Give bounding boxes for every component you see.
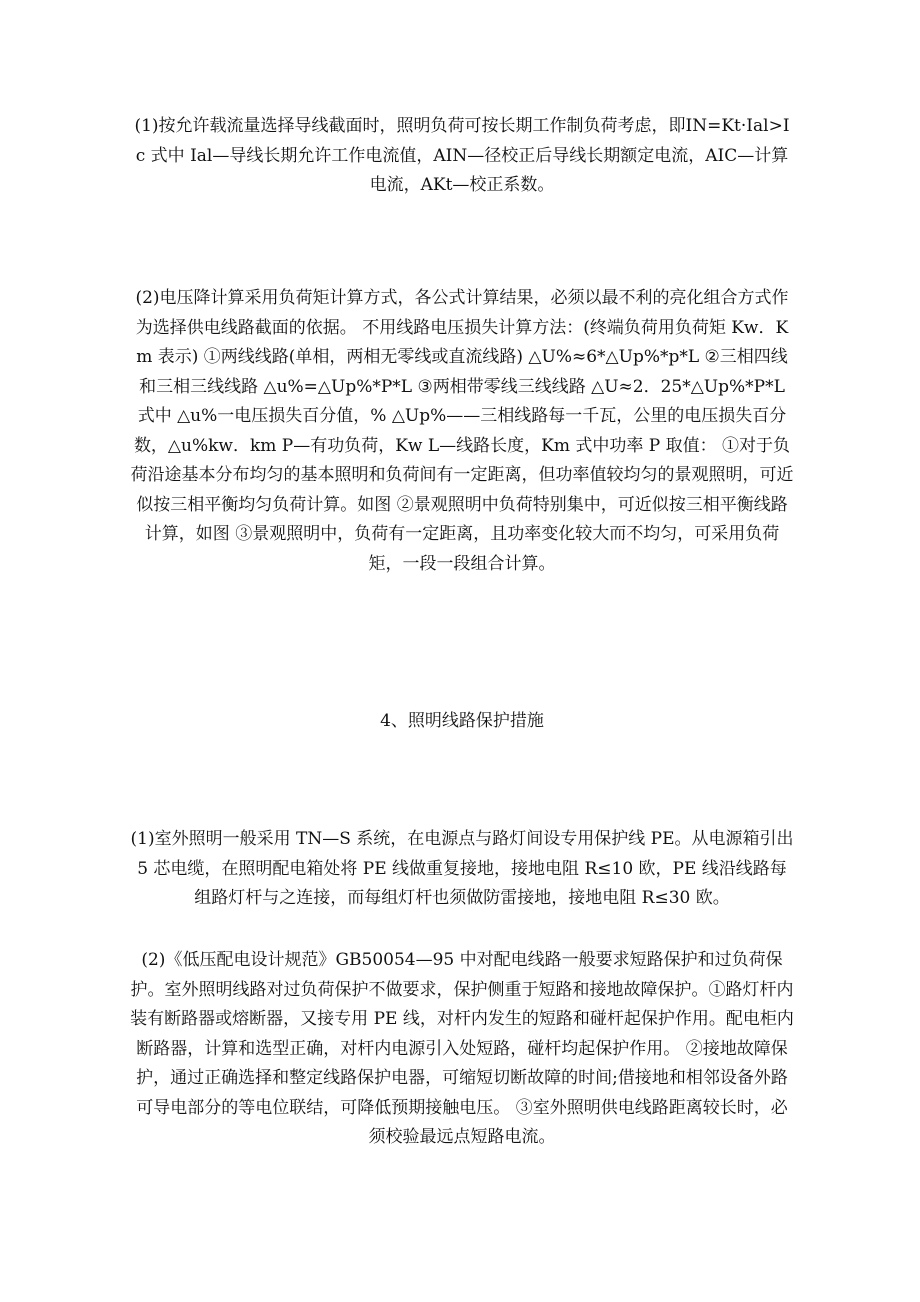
paragraph-protection-code: (2)《低压配电设计规范》GB50054—95 中对配电线路一般要求短路保护和过负荷保护。室外照明线路对过负荷保护不做要求，保护侧重于短路和接地故障保护。①路灯杆内装有断路器或熔断器，又接专用 PE 线，对杆内发生的短路和碰杆起保护作用。配电柜内断路器，计算和选型正确，对杆内电源引入处短路，碰杆均起保护作用。 ②接地故障保护，通过正确选择和整定线路保护电器，可缩短切断故障的时间;借接地和相邻设备外路可导电部分的等电位联结，可降低预期接触电压。 ③室外照明供电线路距离较长时，必须校验最远点短路电流。 bbox=[130, 950, 794, 1147]
section-heading-protection: 4、照明线路保护措施 bbox=[380, 711, 544, 731]
paragraph-voltage-drop: (2)电压降计算采用负荷矩计算方式，各公式计算结果，必须以最不利的亮化组合方式作为选择供电线路截面的依据。 不用线路电压损失计算方法：(终端负荷用负荷矩 Kw．Km 表示) ①两线线路(单相，两相无零线或直流线路) △U%≈6*△Up%*p*L ②三相四线和三相三线线路 △u%=△Up%*P*L ③两相带零线三线线路 △U≈2．25*△Up%*P*L 式中 △u%一电压损失百分值，% △Up%——三相线路每一千瓦，公里的电压损失百分数，△u%kw．km P—有功负荷，Kw L—线路长度，Km 式中功率 P 取值： ①对于负荷沿途基本分布均匀的基本照明和负荷间有一定距离，但功率值较均匀的景观照明，可近似按三相平衡均匀负荷计算。如图 ②景观照明中负荷特别集中，可近似按三相平衡线路计算，如图 ③景观照明中，负荷有一定距离，且功率变化较大而不均匀，可采用负荷矩，一段一段组合计算。 bbox=[130, 288, 794, 574]
paragraph-current-capacity: (1)按允许载流量选择导线截面时，照明负荷可按长期工作制负荷考虑，即IN=Kt·Ial>Ic 式中 Ial—导线长期允许工作电流值，AIN—径校正后导线长期额定电流，AIC—计算电流，AKt—校正系数。 bbox=[134, 116, 790, 195]
paragraph-tn-s-system: (1)室外照明一般采用 TN—S 系统，在电源点与路灯间设专用保护线 PE。从电源箱引出 5 芯电缆，在照明配电箱处将 PE 线做重复接地，接地电阻 R≤10 欧，PE 线沿线路每组路灯杆与之连接，而每组灯杆也须做防雷接地，接地电阻 R≤30 欧。 bbox=[130, 829, 794, 908]
